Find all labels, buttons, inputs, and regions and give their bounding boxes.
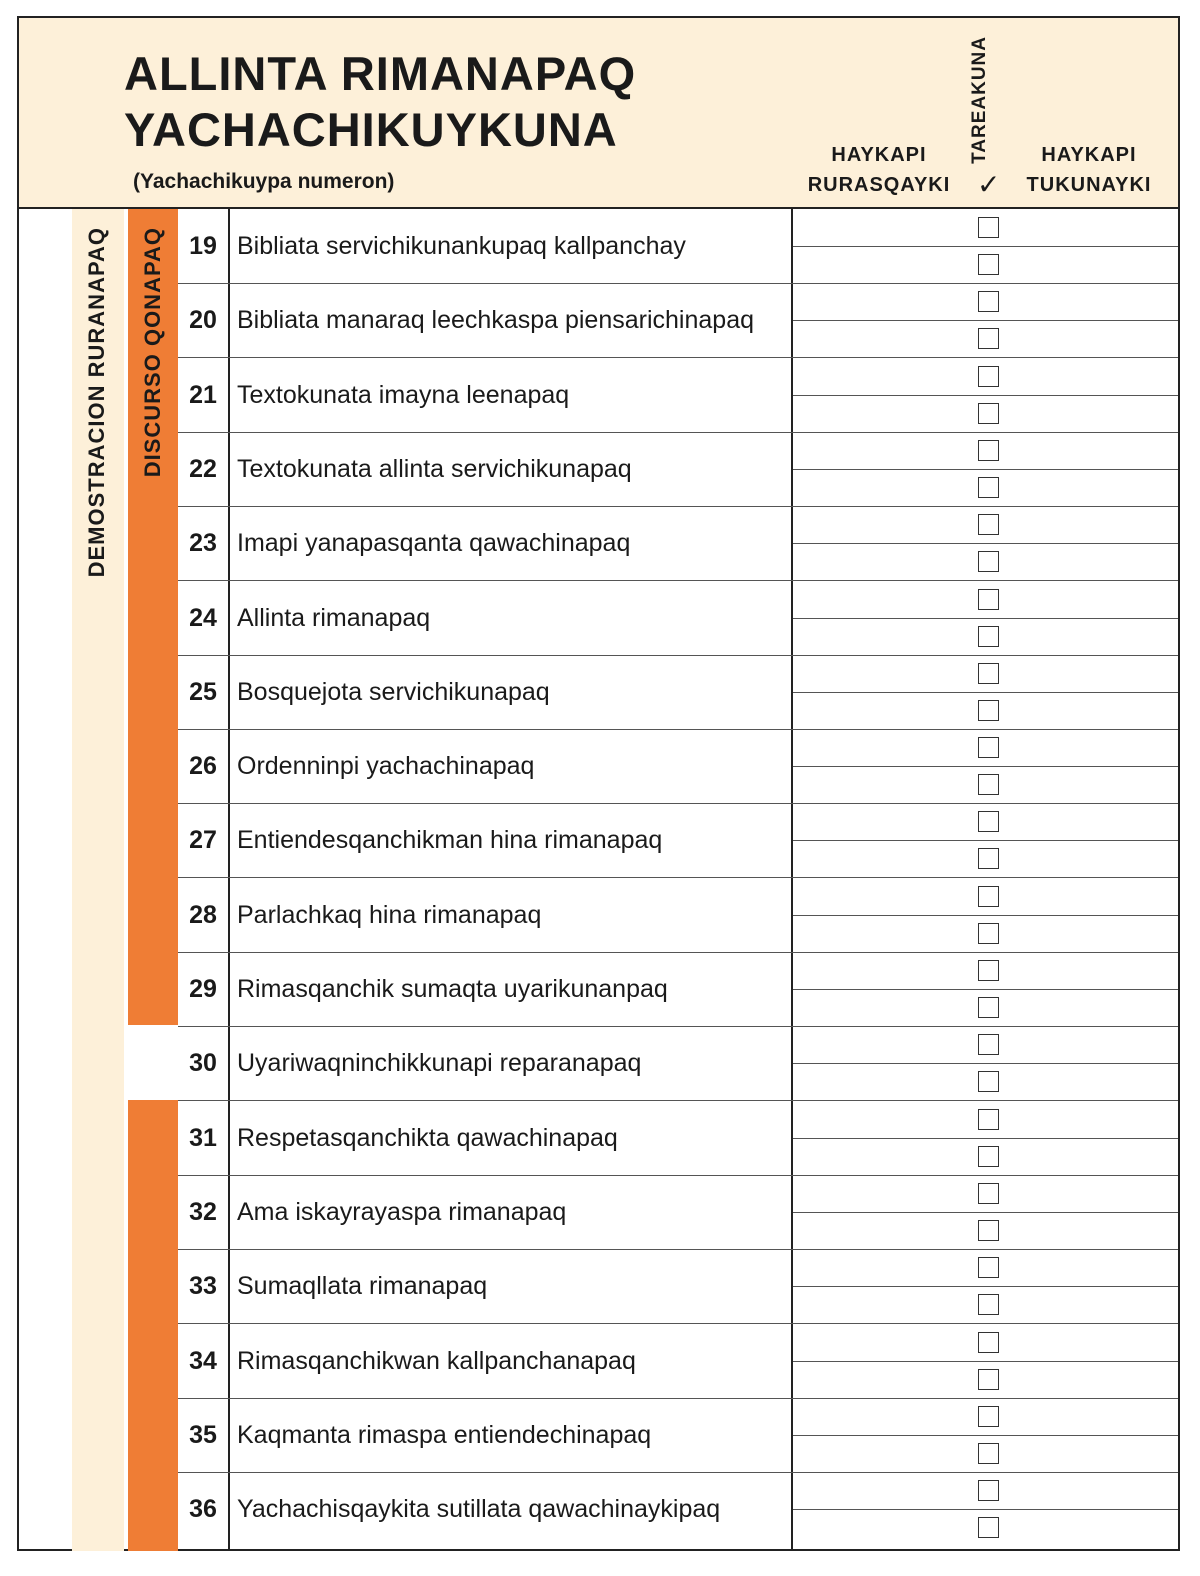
lesson-row [178, 1175, 1178, 1249]
task-checkbox[interactable] [978, 811, 999, 832]
task-checkbox[interactable] [978, 1332, 999, 1353]
row-mid-divider [793, 989, 1178, 990]
column-header-start-line-1: HAYKAPI [831, 144, 927, 166]
band-demostracion-label: DEMOSTRACION RURANAPAQ [84, 227, 109, 578]
lesson-title: Sumaqllata rimanapaq [237, 1272, 488, 1301]
lesson-number: 30 [189, 1049, 217, 1078]
task-checkbox[interactable] [978, 1480, 999, 1501]
row-mid-divider [793, 1509, 1178, 1510]
task-checkbox[interactable] [978, 1034, 999, 1055]
task-checkbox[interactable] [978, 663, 999, 684]
task-checkbox[interactable] [978, 217, 999, 238]
lesson-number: 22 [189, 454, 217, 483]
title-line-1: ALLINTA RIMANAPAQ [124, 47, 637, 100]
lesson-number: 26 [189, 752, 217, 781]
task-checkbox[interactable] [978, 440, 999, 461]
lesson-number: 31 [189, 1123, 217, 1152]
task-checkbox[interactable] [978, 774, 999, 795]
lesson-number: 33 [189, 1272, 217, 1301]
row-mid-divider [793, 1286, 1178, 1287]
row-mid-divider [793, 1138, 1178, 1139]
row-mid-divider [793, 395, 1178, 396]
column-header-end-line-1: HAYKAPI [1041, 144, 1137, 166]
lesson-title: Rimasqanchik sumaqta uyarikunanpaq [237, 975, 668, 1003]
column-header-start-date [799, 140, 959, 200]
lesson-title: Textokunata allinta servichikunapaq [237, 454, 632, 483]
row-mid-divider [793, 1212, 1178, 1213]
lesson-title: Textokunata imayna leenapaq [237, 380, 570, 409]
task-checkbox[interactable] [978, 291, 999, 312]
lesson-title: Parlachkaq hina rimanapaq [237, 900, 542, 929]
lesson-number: 24 [189, 603, 217, 632]
band-discurso [128, 209, 178, 1025]
task-checkbox[interactable] [978, 997, 999, 1018]
lesson-title: Bibliata servichikunankupaq kallpanchay [237, 232, 686, 260]
lesson-row [178, 358, 1178, 432]
lesson-number: 23 [189, 529, 217, 558]
task-checkbox[interactable] [978, 1443, 999, 1464]
task-checkbox[interactable] [978, 700, 999, 721]
band-demostracion [72, 209, 124, 1551]
lesson-number: 34 [189, 1346, 217, 1375]
subtitle: (Yachachikuypa numeron) [133, 170, 395, 193]
page-title [124, 46, 636, 158]
lesson-number: 28 [189, 900, 217, 929]
task-checkbox[interactable] [978, 403, 999, 424]
lesson-row [178, 1398, 1178, 1472]
task-checkbox[interactable] [978, 737, 999, 758]
lesson-row [178, 506, 1178, 580]
lesson-row [178, 803, 1178, 877]
row-mid-divider [793, 766, 1178, 767]
row-mid-divider [793, 543, 1178, 544]
header [19, 18, 1178, 209]
task-checkbox[interactable] [978, 366, 999, 387]
task-checkbox[interactable] [978, 328, 999, 349]
row-mid-divider [793, 320, 1178, 321]
lesson-row [178, 283, 1178, 357]
checkmark-icon: ✓ [977, 169, 1001, 200]
task-checkbox[interactable] [978, 626, 999, 647]
lesson-title: Uyariwaqninchikkunapi reparanapaq [237, 1049, 642, 1078]
row-mid-divider [793, 246, 1178, 247]
task-checkbox[interactable] [978, 1183, 999, 1204]
task-checkbox[interactable] [978, 960, 999, 981]
task-checkbox[interactable] [978, 1369, 999, 1390]
task-checkbox[interactable] [978, 589, 999, 610]
column-header-tasks-label: TAREAKUNA [969, 36, 990, 164]
task-checkbox[interactable] [978, 886, 999, 907]
task-checkbox[interactable] [978, 477, 999, 498]
lesson-row [178, 1472, 1178, 1546]
checklist-sheet [17, 16, 1180, 1551]
task-checkbox[interactable] [978, 1406, 999, 1427]
lesson-title: Rimasqanchikwan kallpanchanapaq [237, 1346, 636, 1375]
lesson-row [178, 209, 1178, 283]
task-checkbox[interactable] [978, 848, 999, 869]
lesson-row [178, 1324, 1178, 1398]
lesson-number: 21 [189, 380, 217, 409]
lesson-title: Kaqmanta rimaspa entiendechinapaq [237, 1420, 652, 1449]
task-checkbox[interactable] [978, 1257, 999, 1278]
lesson-number: 27 [189, 826, 217, 855]
row-mid-divider [793, 1063, 1178, 1064]
lesson-row [178, 729, 1178, 803]
lesson-title: Ordenninpi yachachinapaq [237, 752, 535, 781]
task-checkbox[interactable] [978, 254, 999, 275]
lesson-row [178, 581, 1178, 655]
lesson-number: 36 [189, 1495, 217, 1524]
column-header-end-line-2: TUKUNAYKI [1026, 174, 1152, 196]
lesson-title: Bosquejota servichikunapaq [237, 677, 550, 706]
lesson-title: Ama iskayrayaspa rimanapaq [237, 1197, 567, 1226]
lesson-title: Allinta rimanapaq [237, 603, 431, 632]
column-header-tasks [965, 36, 995, 166]
row-mid-divider [793, 915, 1178, 916]
row-mid-divider [793, 618, 1178, 619]
task-checkbox[interactable] [978, 1109, 999, 1130]
task-checkbox[interactable] [978, 1294, 999, 1315]
lesson-title: Bibliata manaraq leechkaspa piensarichinapaq [237, 306, 755, 335]
lesson-row [178, 1249, 1178, 1323]
lesson-title: Entiendesqanchikman hina rimanapaq [237, 826, 663, 855]
row-mid-divider [793, 469, 1178, 470]
lesson-number: 19 [189, 232, 217, 260]
title-line-2: YACHACHIKUYKUNA [124, 103, 618, 156]
lesson-row [178, 1101, 1178, 1175]
lesson-row [178, 878, 1178, 952]
row-mid-divider [793, 1361, 1178, 1362]
lesson-number: 20 [189, 306, 217, 335]
task-checkbox[interactable] [978, 923, 999, 944]
lesson-number: 35 [189, 1420, 217, 1449]
lesson-number: 32 [189, 1197, 217, 1226]
lesson-row [178, 432, 1178, 506]
lesson-title: Imapi yanapasqanta qawachinapaq [237, 529, 631, 558]
row-mid-divider [793, 1435, 1178, 1436]
lesson-title: Yachachisqaykita sutillata qawachinaykipaq [237, 1495, 721, 1524]
lesson-row [178, 655, 1178, 729]
column-header-end-date [1019, 140, 1159, 200]
lesson-row [178, 952, 1178, 1026]
column-header-start-line-2: RURASQAYKI [807, 174, 951, 196]
task-checkbox[interactable] [978, 551, 999, 572]
row-mid-divider [793, 692, 1178, 693]
band-discurso-continued [128, 1100, 178, 1551]
task-checkbox[interactable] [978, 1517, 999, 1538]
lesson-number: 25 [189, 677, 217, 706]
band-discurso-label: DISCURSO QONAPAQ [140, 227, 165, 478]
task-checkbox[interactable] [978, 1220, 999, 1241]
lesson-title: Respetasqanchikta qawachinapaq [237, 1123, 618, 1152]
lesson-number: 29 [189, 975, 217, 1003]
row-mid-divider [793, 840, 1178, 841]
lesson-row [178, 1026, 1178, 1100]
task-checkbox[interactable] [978, 1071, 999, 1092]
task-checkbox[interactable] [978, 514, 999, 535]
task-checkbox[interactable] [978, 1146, 999, 1167]
